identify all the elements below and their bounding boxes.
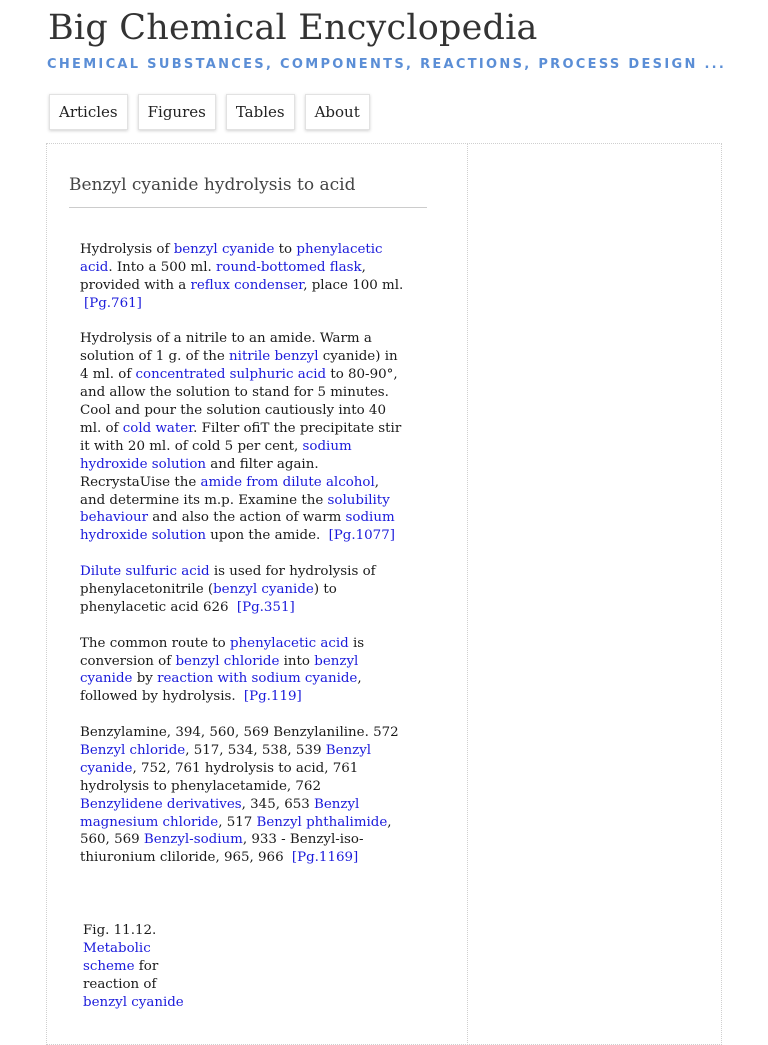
page-reference-link[interactable]: [Pg.1077] — [328, 528, 395, 544]
body-text: , place 100 ml. — [303, 277, 404, 293]
term-link[interactable]: benzyl cyanide — [213, 582, 314, 597]
article-content — [80, 241, 405, 885]
term-link[interactable]: benzyl cyanide — [80, 653, 359, 687]
term-link[interactable]: Benzyl phthalimide — [256, 814, 388, 830]
excerpt-paragraph — [80, 241, 405, 313]
figure-caption — [83, 922, 193, 1012]
excerpt-paragraph — [80, 635, 405, 707]
body-text: , followed by hydrolysis. — [80, 671, 362, 705]
nav-articles-button[interactable]: Articles — [49, 94, 128, 130]
body-text: to — [274, 242, 297, 257]
term-link[interactable]: phenylacetic acid — [80, 242, 383, 275]
term-link[interactable]: cold water — [122, 420, 194, 436]
term-link[interactable]: concentrated sulphuric acid — [135, 367, 327, 383]
body-text: . Into a 500 ml. — [108, 259, 217, 275]
term-link[interactable]: Dilute sulfuric acid — [80, 564, 210, 580]
body-text: by — [132, 671, 158, 687]
body-text: to 80-90°, and allow the solution to stand for 5 minutes. Cool and pour the solution cautiously into 40 ml. of — [80, 367, 398, 436]
site-tagline: CHEMICAL SUBSTANCES, COMPONENTS, REACTIONS, PROCESS DESIGN ... — [47, 57, 727, 72]
nav-tables-button[interactable]: Tables — [226, 94, 295, 130]
body-text: and also the action of warm — [148, 510, 346, 526]
body-text: Fig. 11.12. — [83, 923, 157, 938]
body-text: and filter again. RecrystaUise the — [80, 456, 319, 490]
term-link[interactable]: solubility behaviour — [80, 492, 390, 526]
term-link[interactable]: Metabolic scheme — [83, 940, 151, 974]
term-link[interactable]: reaction with sodium cyanide — [157, 671, 358, 687]
term-link[interactable]: benzyl cyanide — [83, 994, 184, 1010]
title-divider — [69, 207, 427, 208]
body-text: Benzylamine, 394, 560, 569 Benzylaniline. 572 — [80, 725, 399, 741]
term-link[interactable]: sodium hydroxide solution — [80, 510, 395, 544]
body-text: for reaction of — [83, 958, 159, 992]
term-link[interactable]: phenylacetic acid — [229, 635, 349, 651]
excerpt-paragraph — [80, 563, 405, 617]
body-text: , 933 - Benzyl-iso-thiuronium cliloride, 965, 966 — [80, 832, 364, 866]
page-title: Benzyl cyanide hydrolysis to acid — [69, 175, 356, 195]
term-link[interactable]: benzyl chloride — [175, 653, 280, 669]
term-link[interactable]: Benzylidene derivatives — [80, 796, 242, 812]
body-text: is used for hydrolysis of phenylacetonitrile ( — [80, 564, 376, 597]
term-link[interactable]: Benzyl magnesium chloride — [80, 796, 360, 830]
term-link[interactable]: Benzyl-sodium — [143, 832, 243, 848]
term-link[interactable]: amide from dilute alcohol — [200, 474, 375, 490]
body-text: Hydrolysis of a nitrile to an amide. Warm a solution of 1 g. of the — [80, 331, 372, 365]
body-text: is conversion of — [80, 635, 365, 669]
body-text: , and determine its m.p. Examine the — [80, 474, 380, 508]
term-link[interactable]: nitrile benzyl — [229, 349, 319, 365]
body-text: , 752, 761 hydrolysis to acid, 761 hydrolysis to phenylacetamide, 762 — [80, 760, 359, 794]
page-reference-link[interactable]: [Pg.761] — [84, 295, 142, 311]
body-text: , 517, 534, 538, 539 — [185, 742, 326, 758]
page-reference-link[interactable]: [Pg.119] — [243, 689, 302, 705]
nav-about-button[interactable]: About — [305, 94, 370, 130]
body-text: Hydrolysis of — [80, 242, 174, 257]
page-reference-link[interactable]: [Pg.1169] — [291, 850, 359, 866]
body-text: into — [279, 653, 315, 669]
term-link[interactable]: round-bottomed flask — [216, 259, 362, 275]
page-reference-link[interactable]: [Pg.351] — [236, 599, 295, 615]
body-text: , 560, 569 — [80, 814, 392, 848]
body-text: , provided with a — [80, 259, 366, 293]
sidebar-panel — [467, 143, 722, 1045]
body-text: , 517 — [218, 814, 257, 830]
body-text: upon the amide. — [206, 528, 325, 544]
excerpt-paragraph — [80, 724, 405, 867]
nav-figures-button[interactable]: Figures — [138, 94, 216, 130]
body-text: . Filter ofiT the precipitate stir it with 20 ml. of cold 5 per cent, — [80, 420, 402, 454]
term-link[interactable]: Benzyl cyanide — [80, 742, 372, 776]
body-text: The common route to — [80, 635, 230, 651]
site-title[interactable]: Big Chemical Encyclopedia — [48, 8, 538, 48]
body-text: cyanide) in 4 ml. of — [80, 349, 398, 383]
term-link[interactable]: benzyl cyanide — [173, 242, 275, 257]
term-link[interactable]: sodium hydroxide solution — [80, 438, 352, 472]
term-link[interactable]: reflux condenser — [190, 277, 304, 293]
excerpt-paragraph — [80, 330, 405, 545]
main-nav — [49, 94, 380, 130]
term-link[interactable]: Benzyl chloride — [80, 742, 186, 758]
body-text: ) to phenylacetic acid 626 — [80, 582, 337, 615]
body-text: , 345, 653 — [241, 796, 315, 812]
